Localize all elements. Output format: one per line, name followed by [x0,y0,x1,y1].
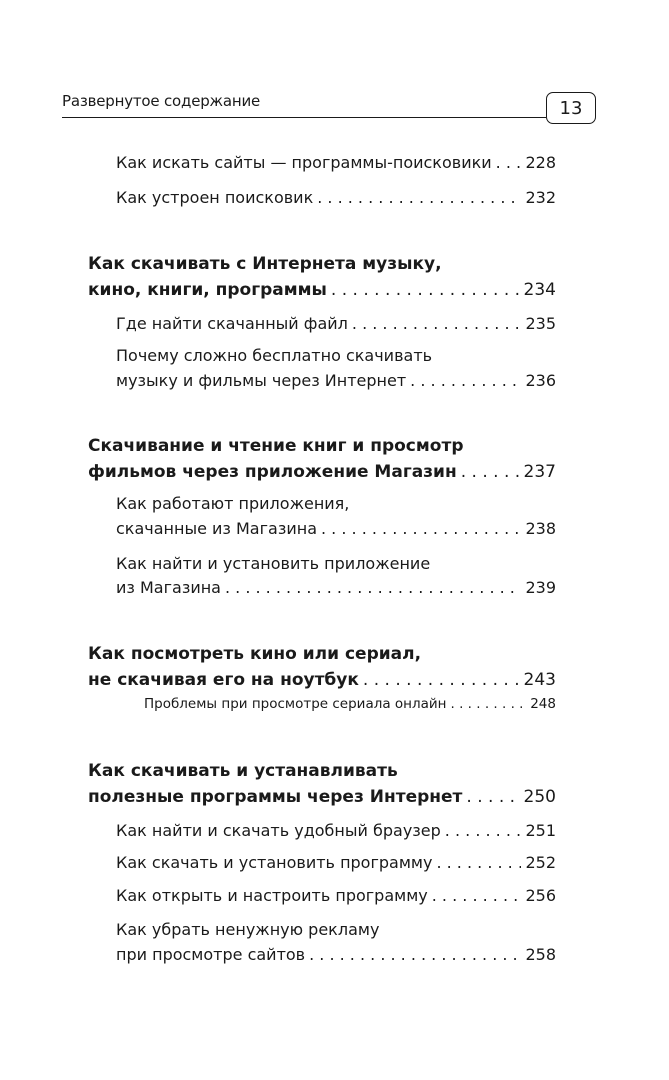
toc-section-title: кино, книги, программы [88,280,327,300]
toc-entry-title-line: Почему сложно бесплатно скачивать [116,346,433,365]
toc-entry-title: скачанные из Магазина [116,519,317,538]
toc-entry [116,314,556,334]
running-header-title: Развернутое содержание [62,92,261,110]
toc-entry-title: Проблемы при просмотре сериала онлайн [144,696,447,712]
toc-section-page: 237 [523,462,556,482]
toc-entry [144,695,556,713]
toc-entry-title-line: Как найти и установить приложение [116,554,431,573]
toc-entry-page: 228 [525,153,556,172]
toc-entry [116,519,556,539]
toc-entry-title: Где найти скачанный файл [116,314,348,333]
toc-entry-page: 236 [525,371,556,390]
toc-entry [116,153,556,173]
toc-section-title: фильмов через приложение Магазин [88,462,457,482]
toc-entry [116,853,556,873]
toc-entry-page: 256 [525,886,556,905]
dot-leader [321,519,521,539]
toc-entry-title: Как открыть и настроить программу [116,886,428,905]
toc-entry-page: 235 [525,314,556,333]
dot-leader [432,886,522,906]
dot-leader [331,279,520,301]
toc-entry [116,945,556,965]
dot-leader [466,786,519,808]
page-number: 13 [546,92,596,124]
toc-section-title: полезные программы через Интернет [88,787,463,807]
dot-leader [225,578,521,598]
toc-entry-title: Как искать сайты — программы-поисковики [116,153,492,172]
toc-section [88,461,556,483]
toc-entry-page: 251 [525,821,556,840]
toc-section-title-line: Как скачивать с Интернета музыку, [88,254,442,274]
toc-entry-title: музыку и фильмы через Интернет [116,371,407,390]
toc-entry-page: 239 [525,578,556,597]
toc-entry-page: 238 [525,519,556,538]
dot-leader [451,695,527,713]
toc-section-page: 243 [523,670,556,690]
toc-section-title-line: Как посмотреть кино или сериал, [88,644,422,664]
toc-section-title-line: Как скачивать и устанавливать [88,761,398,781]
toc-entry [116,371,556,391]
dot-leader [363,669,520,691]
dot-leader [410,371,521,391]
dot-leader [496,153,522,173]
dot-leader [461,461,520,483]
toc-entry-title: из Магазина [116,578,221,597]
toc-entry-page: 258 [525,945,556,964]
toc-section-page: 234 [523,280,556,300]
dot-leader [352,314,522,334]
toc-entry [116,578,556,598]
toc-entry-title: при просмотре сайтов [116,945,306,964]
dot-leader [309,945,521,965]
toc-entry-title-line: Как убрать ненужную рекламу [116,920,380,939]
dot-leader [317,188,521,208]
toc-entry-page: 232 [525,188,556,207]
toc-entry [116,886,556,906]
dot-leader [436,853,521,873]
toc-entry [116,821,556,841]
toc-section-page: 250 [523,787,556,807]
toc-entry-title: Как устроен поисковик [116,188,314,207]
toc-section [88,786,556,808]
toc-section-title-line: Скачивание и чтение книг и просмотр [88,436,464,456]
toc-entry-title: Как найти и скачать удобный браузер [116,821,441,840]
toc-section [88,279,556,301]
dot-leader [445,821,522,841]
toc-entry-title: Как скачать и установить программу [116,853,433,872]
toc-section-title: не скачивая его на ноутбук [88,670,359,690]
toc-section [88,669,556,691]
toc-entry-page: 248 [530,696,556,712]
toc-entry [116,188,556,208]
toc-entry-title-line: Как работают приложения, [116,494,350,513]
toc-entry-page: 252 [525,853,556,872]
